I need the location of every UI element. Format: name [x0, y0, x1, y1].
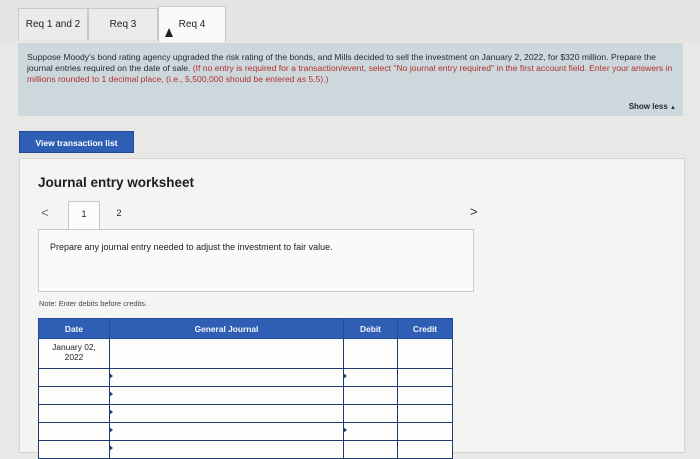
- instructions-hint: (If no entry is required for a transaction/event, select "No journal entry required" in the first account field. Enter your answers in millions rounded to 1 decimal place, (i.e., 5,500,000 should be entered as 5.5).): [27, 63, 673, 84]
- worksheet-prompt-box: [38, 229, 474, 292]
- debit-input[interactable]: [344, 387, 398, 405]
- table-row: [39, 441, 453, 459]
- row-marker-icon: [109, 409, 113, 415]
- journal-table: [38, 318, 453, 459]
- account-input[interactable]: [110, 405, 344, 423]
- date-cell: [39, 405, 110, 423]
- column-header-general-journal: General Journal: [110, 319, 344, 339]
- instructions-text: Suppose Moody's bond rating agency upgraded the risk rating of the bonds, and Mills decided to sell the investment on January 2, 2022, for $320 million. Prepare the journal entries required on the date of sale.: [27, 52, 656, 73]
- column-header-debit: Debit: [344, 319, 398, 339]
- worksheet-prompt: Prepare any journal entry needed to adjust the investment to fair value.: [50, 242, 333, 252]
- debit-input[interactable]: [344, 369, 398, 387]
- instructions-panel: [18, 43, 683, 116]
- credit-input[interactable]: [398, 405, 453, 423]
- column-header-credit: Credit: [398, 319, 453, 339]
- account-input[interactable]: [110, 369, 344, 387]
- worksheet-page-1[interactable]: 1: [68, 201, 100, 231]
- row-marker-icon: [109, 427, 113, 433]
- chevron-right-icon[interactable]: >: [470, 204, 478, 219]
- date-line-2: 2022: [64, 352, 84, 362]
- row-marker-icon: [109, 373, 113, 379]
- debit-input[interactable]: [344, 405, 398, 423]
- debit-credit-note: Note: Enter debits before credits.: [39, 299, 148, 308]
- mouse-cursor-icon: [165, 28, 173, 37]
- tab-req-3[interactable]: Req 3: [88, 8, 158, 40]
- credit-input[interactable]: [398, 387, 453, 405]
- date-cell: [39, 423, 110, 441]
- date-cell: [39, 369, 110, 387]
- chevron-left-icon[interactable]: <: [41, 205, 49, 220]
- tab-req-4[interactable]: Req 4: [158, 6, 226, 42]
- date-cell: [39, 339, 110, 369]
- date-cell: [39, 387, 110, 405]
- row-marker-icon: [109, 445, 113, 451]
- debit-input[interactable]: [344, 339, 398, 369]
- view-transaction-list-button[interactable]: View transaction list: [19, 131, 134, 153]
- column-header-date: Date: [39, 319, 110, 339]
- requirement-tab-bar: [0, 0, 700, 42]
- table-row: [39, 387, 453, 405]
- account-input[interactable]: [110, 423, 344, 441]
- table-row: [39, 339, 453, 369]
- table-row: [39, 423, 453, 441]
- tab-req-1-and-2[interactable]: Req 1 and 2: [18, 8, 88, 40]
- account-input[interactable]: [110, 339, 344, 369]
- row-marker-icon: [109, 391, 113, 397]
- worksheet-page-2[interactable]: 2: [116, 208, 122, 218]
- credit-input[interactable]: [398, 339, 453, 369]
- account-input[interactable]: [110, 387, 344, 405]
- credit-input[interactable]: [398, 369, 453, 387]
- debit-input[interactable]: [344, 441, 398, 459]
- row-marker-icon: [343, 427, 347, 433]
- show-less-label: Show less: [628, 102, 668, 111]
- worksheet-title: Journal entry worksheet: [38, 175, 195, 190]
- date-cell: [39, 441, 110, 459]
- table-row: [39, 369, 453, 387]
- credit-input[interactable]: [398, 441, 453, 459]
- caret-up-icon: ▲: [670, 105, 676, 111]
- credit-input[interactable]: [398, 423, 453, 441]
- table-row: [39, 405, 453, 423]
- date-line-1: January 02,: [52, 342, 96, 352]
- debit-input[interactable]: [344, 423, 398, 441]
- row-marker-icon: [343, 373, 347, 379]
- show-less-toggle[interactable]: [629, 102, 676, 111]
- account-input[interactable]: [110, 441, 344, 459]
